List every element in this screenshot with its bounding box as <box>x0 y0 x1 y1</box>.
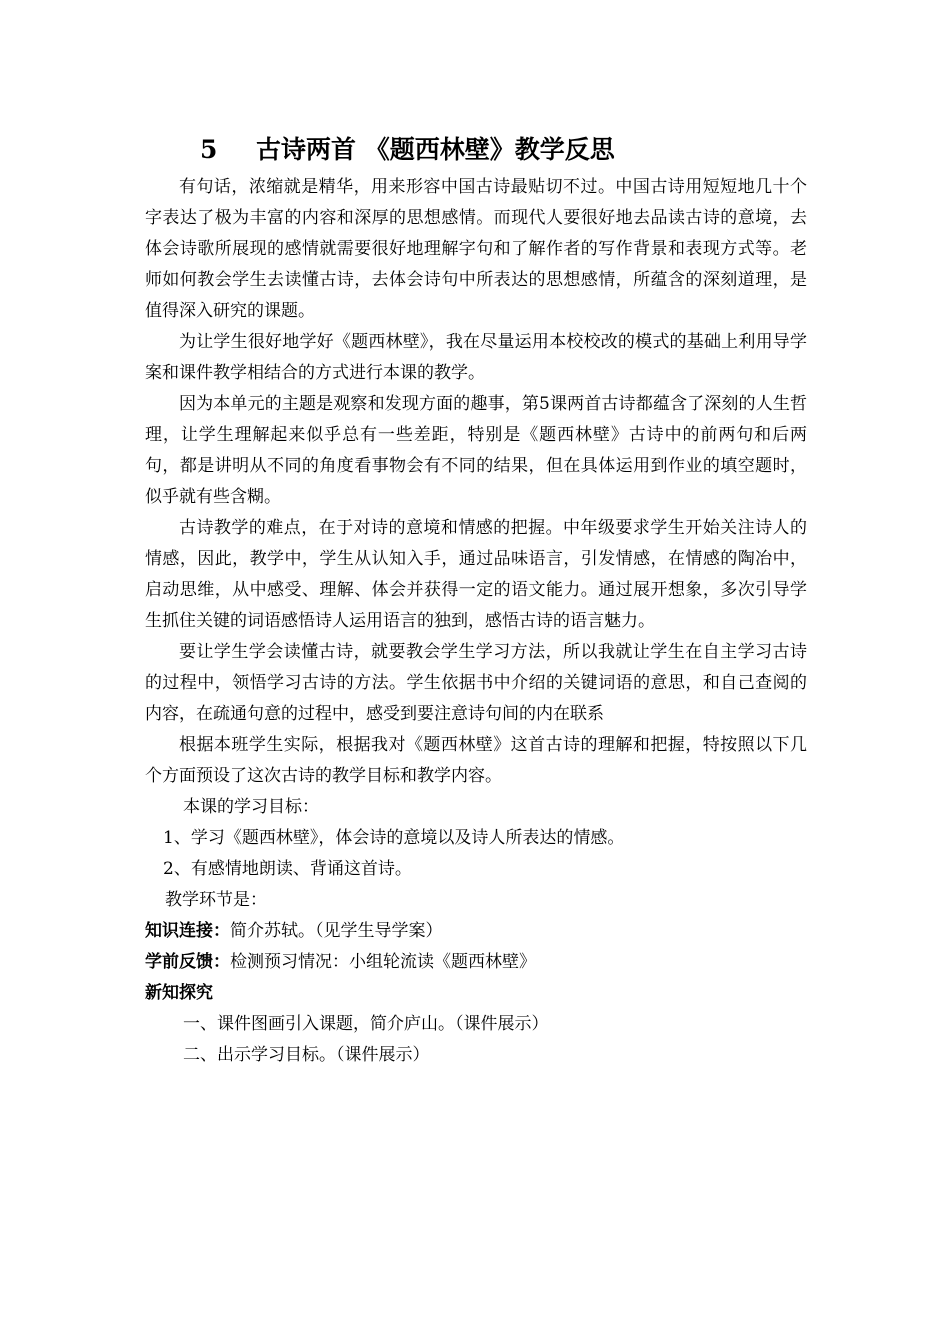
steps-heading: 教学环节是： <box>165 890 267 910</box>
lesson-number: 5 <box>200 135 218 164</box>
knowledge-label: 知识连接： <box>145 921 230 941</box>
paragraph-unit-theme: 因为本单元的主题是观察和发现方面的趣事，第5课两首古诗都蕴含了深刻的人生哲理，让学生理解起来似乎总有一些差距，特别是《题西林壁》古诗中的前两句和后两句，都是讲明从不同的角度看事物会有不同的结果，但在具体运用到作业的填空题时，似乎就有些含糊。 <box>145 394 807 507</box>
feedback-line <box>145 947 807 978</box>
goal-item-2: 2、有感情地朗读、背诵这首诗。 <box>163 859 412 879</box>
feedback-label: 学前反馈： <box>145 952 230 972</box>
document-body <box>145 172 807 1071</box>
paragraph-intro: 有句话，浓缩就是精华，用来形容中国古诗最贴切不过。中国古诗用短短地几十个字表达了极为丰富的内容和深厚的思想感情。而现代人要很好地去品读古诗的意境，去体会诗歌所展现的感情就需要很好地理解字句和了解作者的写作背景和表现方式等。老师如何教会学生去读懂古诗，去体会诗句中所表达的思想感情，所蕴含的深刻道理，是值得深入研究的课题。 <box>145 177 807 321</box>
explore-item-2: 二、出示学习目标。（课件展示） <box>183 1045 430 1065</box>
explore-heading: 新知探究 <box>145 983 213 1003</box>
knowledge-line <box>145 916 807 947</box>
feedback-text: 检测预习情况：小组轮流读《题西林壁》 <box>230 952 536 972</box>
knowledge-text: 简介苏轼。（见学生导学案） <box>230 921 443 941</box>
document-title <box>200 130 615 170</box>
goals-heading: 本课的学习目标： <box>183 797 319 817</box>
paragraph-learning-method: 要让学生学会读懂古诗，就要教会学生学习方法，所以我就让学生在自主学习古诗的过程中，领悟学习古诗的方法。学生依据书中介绍的关键词语的意思，和自己查阅的内容，在疏通句意的过程中，感受到要注意诗句间的内在联系 <box>145 642 807 724</box>
explore-item-1: 一、课件图画引入课题，简介庐山。（课件展示） <box>183 1014 549 1034</box>
title-text: 古诗两首 《题西林壁》教学反思 <box>256 135 615 164</box>
paragraph-planning: 根据本班学生实际，根据我对《题西林壁》这首古诗的理解和把握，特按照以下几个方面预设了这次古诗的教学目标和教学内容。 <box>145 735 807 786</box>
paragraph-difficulty: 古诗教学的难点，在于对诗的意境和情感的把握。中年级要求学生开始关注诗人的情感，因此，教学中，学生从认知入手，通过品味语言，引发情感，在情感的陶冶中，启动思维，从中感受、理解、体会并获得一定的语文能力。通过展开想象，多次引导学生抓住关键的词语感悟诗人运用语言的独到，感悟古诗的语言魅力。 <box>145 518 807 631</box>
goal-item-1: 1、学习《题西林壁》，体会诗的意境以及诗人所表达的情感。 <box>163 828 625 848</box>
paragraph-method: 为让学生很好地学好《题西林壁》，我在尽量运用本校校改的模式的基础上利用导学案和课件教学相结合的方式进行本课的教学。 <box>145 332 807 383</box>
